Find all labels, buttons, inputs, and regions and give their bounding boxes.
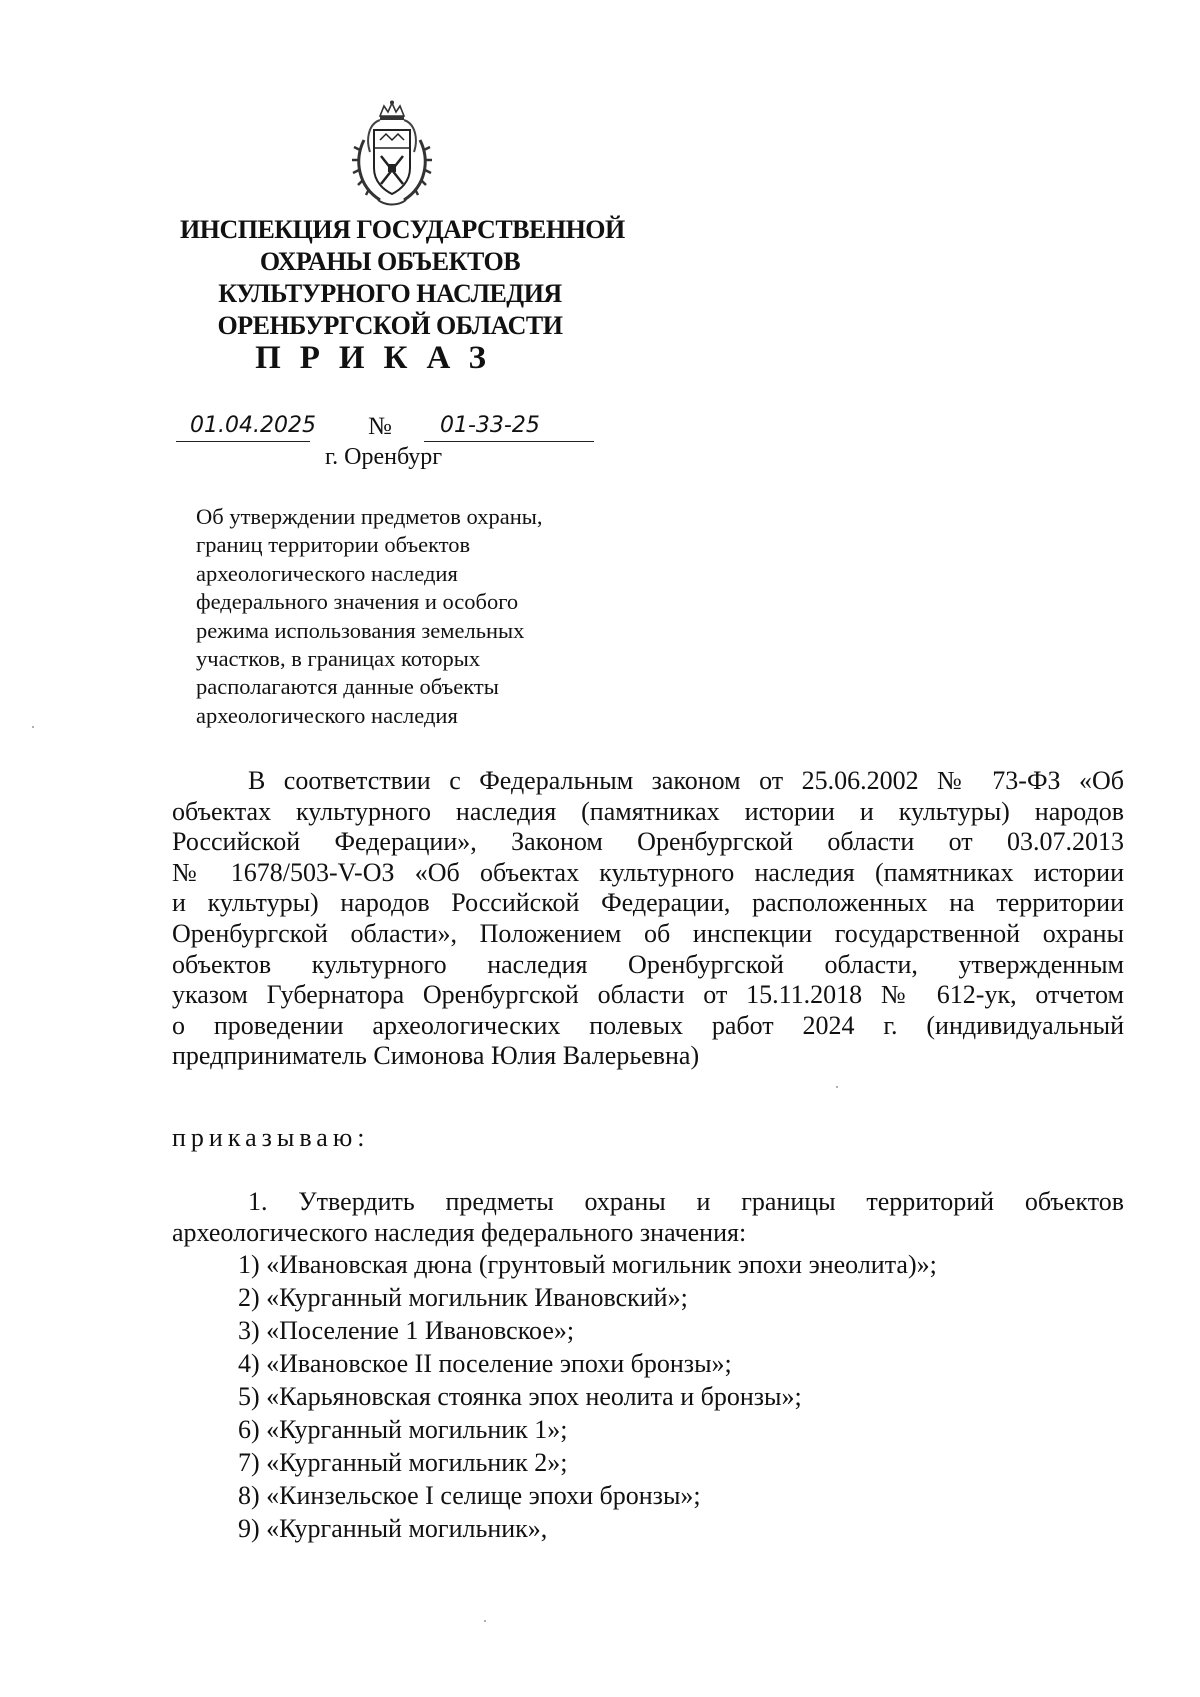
org-line: ИНСПЕКЦИЯ ГОСУДАРСТВЕННОЙ	[180, 215, 625, 244]
scan-speck	[836, 1086, 838, 1088]
org-line: КУЛЬТУРНОГО НАСЛЕДИЯ	[218, 279, 562, 308]
subject-line: Об утверждении предметов охраны,	[196, 504, 543, 529]
document-type: ПРИКАЗ	[255, 340, 505, 376]
coat-of-arms-icon	[350, 100, 434, 210]
preamble-line: объектов культурного наследия Оренбургской области, утвержденным	[172, 949, 1124, 979]
subject-line: располагаются данные объекты	[196, 674, 499, 700]
preamble-line: № 1678/503-V-ОЗ «Об объектах культурного наследия (памятниках истории	[172, 857, 1124, 887]
subject-line: археологического наследия	[196, 560, 458, 586]
preamble-paragraph	[172, 766, 1124, 1072]
org-line: ОРЕНБУРГСКОЙ ОБЛАСТИ	[217, 311, 563, 340]
preamble-line: Российской Федерации», Законом Оренбургской области от 03.07.2013	[172, 827, 1124, 857]
list-item: 1) «Ивановская дюна (грунтовый могильник эпохи энеолита)»;	[238, 1250, 937, 1279]
document-city: г. Оренбург	[325, 444, 443, 470]
list-item: 7) «Курганный могильник 2»;	[238, 1448, 568, 1477]
list-item: 2) «Курганный могильник Ивановский»;	[238, 1283, 688, 1312]
org-line: ОХРАНЫ ОБЪЕКТОВ	[259, 247, 521, 276]
document-subject	[196, 503, 616, 730]
list-item: 9) «Курганный могильник»,	[238, 1514, 548, 1543]
heritage-objects-list	[238, 1248, 937, 1545]
preamble-line: и культуры) народов Российской Федерации, расположенных на территории	[172, 888, 1124, 918]
list-item: 8) «Кинзельское I селище эпохи бронзы»;	[238, 1481, 701, 1510]
scan-speck	[484, 1620, 486, 1622]
preamble-line: указом Губернатора Оренбургской области от 15.11.2018 № 612-ук, отчетом	[172, 980, 1124, 1010]
preamble-line: о проведении археологических полевых работ 2024 г. (индивидуальный	[172, 1010, 1124, 1040]
subject-line: режима использования земельных	[196, 617, 525, 643]
preamble-line: объектах культурного наследия (памятниках истории и культуры) народов	[172, 796, 1124, 826]
preamble-line: предприниматель Симонова Юлия Валерьевна)	[172, 1041, 700, 1071]
list-item: 6) «Курганный могильник 1»;	[238, 1415, 568, 1444]
list-item: 3) «Поселение 1 Ивановское»;	[238, 1316, 575, 1345]
order-word: приказываю:	[172, 1123, 370, 1152]
subject-line: археологического наследия	[196, 702, 458, 728]
scan-speck	[32, 726, 34, 728]
list-item: 5) «Карьяновская стоянка эпох неолита и бронзы»;	[238, 1382, 802, 1411]
clause-1	[172, 1186, 1124, 1248]
document-number: 01-33-25	[424, 412, 594, 442]
preamble-line: В соответствии с Федеральным законом от 25.06.2002 № 73-ФЗ «Об	[248, 766, 1124, 795]
preamble-line: Оренбургской области», Положением об инспекции государственной охраны	[172, 918, 1124, 948]
subject-line: участков, в границах которых	[196, 646, 481, 672]
clause-line: 1. Утвердить предметы охраны и границы территорий объектов	[248, 1187, 1124, 1216]
organization-name	[180, 214, 625, 342]
document-date: 01.04.2025	[176, 412, 310, 442]
subject-line: федерального значения и особого	[196, 589, 519, 615]
list-item: 4) «Ивановское II поселение эпохи бронзы»;	[238, 1349, 732, 1378]
number-sign: №	[368, 413, 392, 440]
subject-line: границ территории объектов	[196, 532, 471, 558]
clause-line: археологического наследия федерального значения:	[172, 1218, 747, 1247]
